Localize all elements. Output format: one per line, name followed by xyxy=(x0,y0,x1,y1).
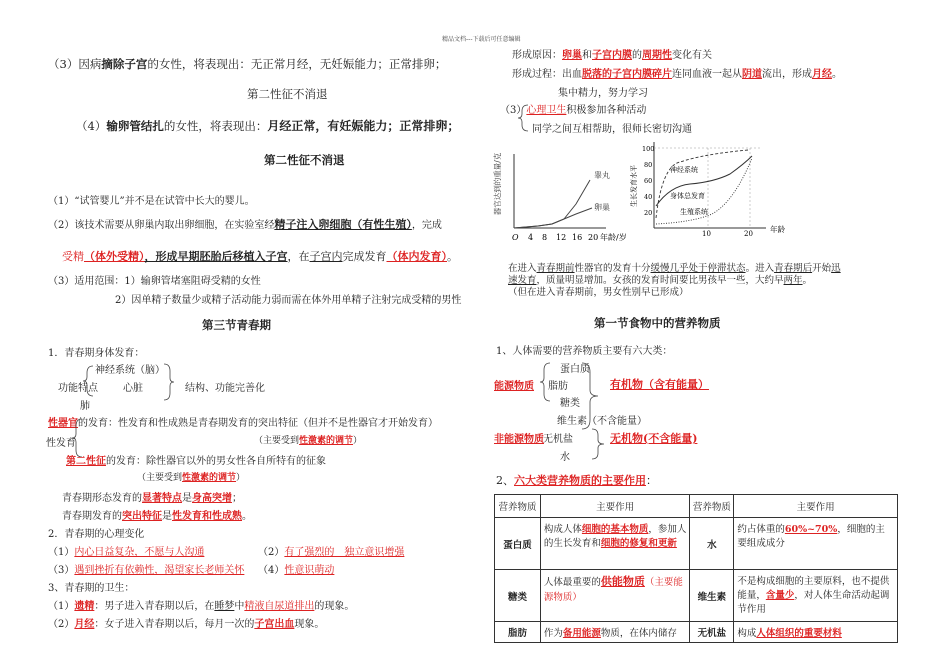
series-nervous: 神经系统 xyxy=(670,166,698,174)
nutrient-protein: 蛋白质 xyxy=(560,364,590,375)
brace-structure xyxy=(162,363,174,401)
cell-vitamin: 维生素 xyxy=(690,570,734,622)
organ-weight-chart xyxy=(492,152,627,242)
hygiene-1: （1）遗精：男子进入青春期以后，在睡梦中精液自尿道排出的现象。 xyxy=(48,601,355,612)
ivf-line-2: （2）该技术需要从卵巢内取出卵细胞，在实验室经精子注入卵细胞（有性生殖），完成 xyxy=(48,218,442,231)
th-nutrient-1: 营养物质 xyxy=(495,495,541,518)
menses-process: 形成过程：出血脱落的子宫内膜碎片连同血液一起从阴道流出，形成月经。 xyxy=(512,69,842,80)
chart2-ylabel: 生长发育水平 xyxy=(630,165,638,207)
nutrient-table xyxy=(494,494,898,643)
chart1-ylabel: 器官达到的重量/克 xyxy=(493,152,502,216)
growth-charts xyxy=(494,136,794,256)
table-header-row xyxy=(495,495,898,518)
hygiene: 3、青春期的卫生： xyxy=(48,583,135,594)
chart2-xlabel: 年龄 xyxy=(770,225,785,234)
ytick-40: 40 xyxy=(644,193,653,201)
organic-label: 有机物（含有能量） xyxy=(610,378,709,391)
nutrient-vitamin: 维生素（不含能量） xyxy=(557,416,647,427)
nonenergy-group: 非能源物质 xyxy=(494,434,544,445)
cell-protein-role: 构成人体细胞的基本物质，参加人的生长发育和细胞的修复和更新 xyxy=(540,518,690,570)
puberty-para-3: （但在进入青春期前，男女性别早已形成） xyxy=(508,287,689,298)
ytick-100: 100 xyxy=(642,145,655,153)
cell-salt: 无机盐 xyxy=(690,622,734,643)
brace-energy xyxy=(540,362,552,402)
cell-fat-role: 作为备用能源物质，在体内储存 xyxy=(540,622,690,643)
cell-water-role: 约占体重的60%~70%，细胞的主要组成成分 xyxy=(734,518,898,570)
function-trait: 功能特点 xyxy=(58,383,98,394)
morph-feature: 青春期形态发育的显著特点是身高突增； xyxy=(62,493,242,504)
tick-4: 4 xyxy=(528,233,534,242)
mutual-help: 同学之间互相帮助，很师长密切沟通 xyxy=(532,124,692,135)
heading-section1: 第一节食物中的营养物质 xyxy=(594,316,721,330)
tick-0: O xyxy=(512,233,519,242)
tick-16: 16 xyxy=(572,233,583,242)
brace-inorganic xyxy=(590,428,606,460)
tick-20: 20 xyxy=(588,233,599,242)
brace-organic xyxy=(580,362,598,430)
puberty-body: 1．青春期身体发育： xyxy=(48,348,145,359)
ytick-60: 60 xyxy=(644,177,653,185)
nutrient-salt: 无机盐 xyxy=(543,434,573,445)
ivf-line-4: （3）适用范围：1）输卵管堵塞阻碍受精的女性 xyxy=(48,276,261,287)
ivf-line-3: 受精（体外受精），形成早期胚胎后移植入子宫，在子宫内完成发育（体内发育）。 xyxy=(62,250,458,263)
energy-group: 能源物质 xyxy=(494,381,534,392)
ivf-line-1: （1）“试管婴儿”并不是在试管中长大的婴儿。 xyxy=(48,196,255,207)
structure-perfect: 结构、功能完善化 xyxy=(185,383,265,394)
puberty-para-1: 在进入青春期前性器官的发育十分缓慢几乎处于停滞状态。进入青春期后开始迅 xyxy=(508,263,841,274)
line-uterus-removed: （3）因病摘除子宫的女性，将表现出：无正常月经，无妊娠能力；正常排卵； xyxy=(48,57,447,71)
nervous-system: 神经系统（脑） xyxy=(95,365,165,376)
cell-water: 水 xyxy=(690,518,734,570)
focus-study: 集中精力，努力学习 xyxy=(558,88,648,99)
growth-level-chart xyxy=(629,142,785,238)
secondary-sex-dev: 第二性征的发育：除性器官以外的男女性各自所特有的征象 xyxy=(66,456,326,467)
th-nutrient-2: 营养物质 xyxy=(690,495,734,518)
tick-8: 8 xyxy=(542,233,548,242)
heading-section3: 第三节青春期 xyxy=(202,318,271,332)
mental-hygiene: （3）心理卫生积极参加各种活动 xyxy=(500,105,647,116)
nutrient-water: 水 xyxy=(560,452,570,463)
tick-12: 12 xyxy=(556,233,567,242)
psych-4: （4）性意识萌动 xyxy=(258,565,335,576)
cell-salt-role: 构成人体组织的重要材料 xyxy=(734,622,898,643)
six-categories: 1、人体需要的营养物质主要有六大类： xyxy=(496,346,673,357)
psych-2: （2）有了强烈的 独立意识增强 xyxy=(258,547,405,558)
th-role-2: 主要作用 xyxy=(734,495,898,518)
nutrient-fat: 脂肪 xyxy=(548,381,568,392)
line-second-sex-1: 第二性征不消退 xyxy=(247,87,328,101)
chart1-xlabel: 年龄/岁 xyxy=(600,233,627,242)
psych-1: （1）内心日益复杂，不愿与人沟通 xyxy=(48,547,205,558)
brace-mental xyxy=(518,104,530,132)
sex-organ-dev: 性器官的发育：性发育和性成熟是青春期发育的突出特征（但并不是性器官才开始发育） xyxy=(48,418,438,429)
hygiene-2: （2）月经：女子进入青春期以后，每月一次的子宫出血现象。 xyxy=(48,619,325,630)
line-tubal-ligation: （4）输卵管结扎的女性，将表现出：月经正常，有妊娠能力；正常排卵； xyxy=(76,119,460,133)
ivf-line-5: 2）因单精子数量少或精子活动能力弱而需在体外用单精子注射完成受精的男性 xyxy=(115,295,462,306)
hormone-note-2: （主要受到性激素的调节） xyxy=(137,473,246,483)
xtick-20: 20 xyxy=(744,230,753,238)
lung: 肺 xyxy=(80,401,90,412)
cell-sugar-role: 人体最重要的供能物质（主要能源物质） xyxy=(540,570,690,622)
nutrient-sugar: 糖类 xyxy=(560,398,580,409)
psych-change: 2．青春期的心理变化 xyxy=(48,529,145,540)
th-role-1: 主要作用 xyxy=(540,495,690,518)
series-repro: 生殖系统 xyxy=(680,208,708,216)
ytick-80: 80 xyxy=(644,161,653,169)
cell-sugar: 糖类 xyxy=(495,570,541,622)
table-row xyxy=(495,518,898,570)
inorganic-label: 无机物(不含能量) xyxy=(610,432,698,445)
puberty-para-2: 速发育，质量明显增加。女孩的发育时间要比男孩早一些，大约早两年。 xyxy=(508,275,813,286)
main-roles-heading: 2、六大类营养物质的主要作用： xyxy=(496,474,657,487)
table-row xyxy=(495,570,898,622)
xtick-10: 10 xyxy=(702,230,711,238)
series-testis: 睾丸 xyxy=(594,171,610,180)
hormone-note-1: （主要受到性激素的调节） xyxy=(254,436,363,446)
cell-fat: 脂肪 xyxy=(495,622,541,643)
header-note: 精品文档---下载后可任意编辑 xyxy=(442,36,521,43)
series-ovary: 卵巢 xyxy=(594,203,610,212)
series-body: 身体总发育 xyxy=(670,192,705,200)
sex-dev: 性发育 xyxy=(46,438,76,449)
heading-second-sex: 第二性征不消退 xyxy=(264,153,345,167)
menses-cause: 形成原因：卵巢和子宫内膜的周期性变化有关 xyxy=(512,50,712,61)
brace-function xyxy=(83,365,95,397)
table-row xyxy=(495,622,898,643)
cell-protein: 蛋白质 xyxy=(495,518,541,570)
psych-3: （3）遇到挫折有依赖性，渴望家长老师关怀 xyxy=(48,565,245,576)
cell-vitamin-role: 不是构成细胞的主要原料，也不提供能量，含量少，对人体生命活动起调节作用 xyxy=(734,570,898,622)
ytick-20: 20 xyxy=(644,209,653,217)
dev-feature: 青春期发育的突出特征是性发育和性成熟。 xyxy=(62,511,252,522)
heart: 心脏 xyxy=(123,383,143,394)
